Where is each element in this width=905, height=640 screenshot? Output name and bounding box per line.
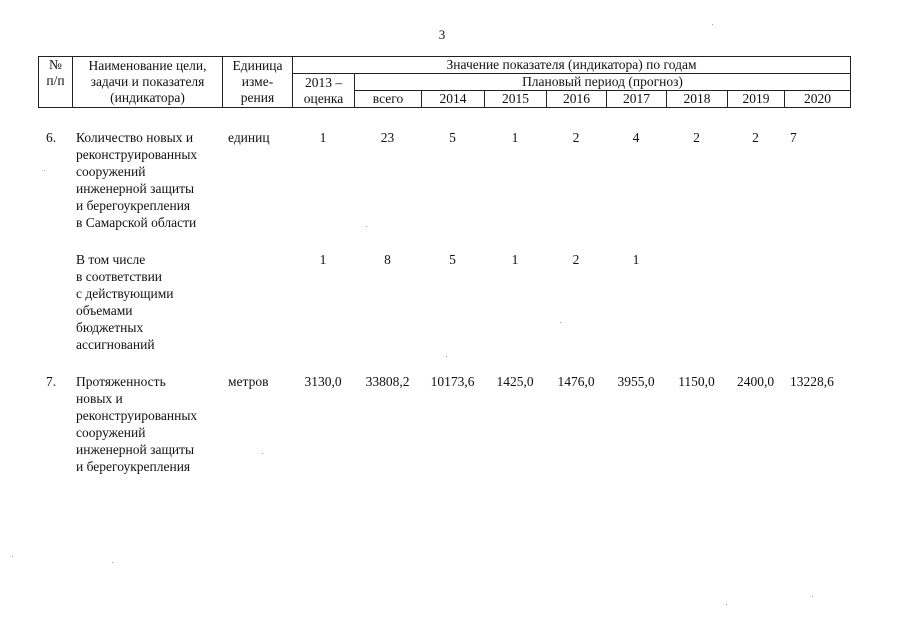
row-name-line: реконструированных [76, 147, 198, 162]
table-row [38, 251, 850, 353]
row-value-total: 23 [380, 130, 395, 145]
header-year-2020: 2020 [785, 91, 851, 108]
row-value-2015: 1425,0 [496, 374, 534, 389]
row-value-2020: 13228,6 [790, 374, 834, 389]
header-total: всего [355, 91, 422, 108]
header-name-line-1: Наименование цели, [88, 58, 207, 73]
row-name-line: ассигнований [76, 337, 155, 352]
row-value-2016: 2 [572, 252, 580, 267]
row-value-2019: 2400,0 [736, 374, 775, 389]
header-unit-line-1: Единица [232, 58, 283, 73]
row-value-2014: 5 [449, 130, 456, 145]
header-unit-line-2: изме- [241, 74, 274, 89]
row-name-line: объемами [76, 303, 133, 318]
header-name-line-2: задачи и показателя [90, 74, 205, 89]
row-name-line: с действующими [76, 286, 174, 301]
header-year-2014: 2014 [422, 91, 485, 108]
header-year-2016: 2016 [547, 91, 607, 108]
header-year-2018: 2018 [667, 91, 728, 108]
header-values-group: Значение показателя (индикатора) по годам [293, 57, 851, 74]
row-name-line: сооружений [76, 164, 146, 179]
scan-speck [12, 556, 13, 557]
indicators-table-body [38, 129, 850, 475]
row-name-line: инженерной защиты [76, 442, 195, 457]
header-num-line-1: № [49, 57, 62, 72]
header-2013-line-2: оценка [303, 90, 344, 106]
row-value-2019 [727, 251, 784, 353]
page-number: 3 [438, 27, 446, 42]
row-value-2014: 10173,6 [430, 374, 475, 389]
header-planned-group: Плановый период (прогноз) [355, 74, 851, 91]
row-value-2018: 2 [693, 130, 700, 145]
scan-speck [560, 322, 561, 323]
scan-speck [44, 170, 45, 171]
row-name-line: В том числе [76, 252, 146, 267]
row-value-total: 33808,2 [365, 374, 410, 389]
row-value-2013: 1 [319, 252, 327, 267]
row-value-2015: 1 [511, 252, 519, 267]
row-value-2019: 2 [752, 130, 759, 145]
scan-speck [262, 453, 263, 454]
header-num-line-2: п/п [46, 73, 65, 88]
row-name-line: в Самарской области [76, 215, 197, 230]
row-name-line: реконструированных [76, 408, 198, 423]
row-value-2016: 1476,0 [557, 374, 595, 389]
row-name-line: Протяженность [76, 374, 166, 389]
row-value-2015: 1 [511, 130, 519, 145]
header-2013-cell [293, 74, 355, 108]
row-name-line: и берегоукрепления [76, 198, 191, 213]
header-year-2019: 2019 [728, 91, 785, 108]
row-unit [222, 251, 292, 353]
scan-speck [112, 562, 113, 563]
row-name-line: инженерной защиты [76, 181, 195, 196]
scan-speck [726, 604, 727, 605]
row-name-line: в соответствии [76, 269, 163, 284]
table-row [38, 129, 850, 231]
row-name-line: и берегоукрепления [76, 459, 191, 474]
row-name [72, 373, 222, 475]
row-name [72, 251, 222, 353]
row-value-2018: 1150,0 [678, 374, 715, 389]
row-name-line: бюджетных [76, 320, 144, 335]
row-value-2014: 5 [449, 252, 456, 267]
row-value-2020 [784, 251, 850, 353]
scan-speck [812, 596, 813, 597]
row-value-2020: 7 [790, 130, 797, 145]
scan-speck [446, 356, 447, 357]
header-name-line-3: (индикатора) [110, 90, 185, 105]
table-row [38, 373, 850, 475]
row-unit: метров [228, 374, 269, 389]
header-year-2017: 2017 [607, 91, 667, 108]
row-num: 7. [46, 374, 57, 389]
row-value-2017: 1 [632, 252, 640, 267]
header-num-cell [39, 57, 73, 108]
row-name-line: новых и [76, 391, 123, 406]
header-unit-cell [223, 57, 293, 108]
header-year-2015: 2015 [485, 91, 547, 108]
scan-speck [712, 24, 713, 25]
row-unit: единиц [228, 130, 270, 145]
row-name [72, 129, 222, 231]
row-value-2013: 3130,0 [304, 374, 342, 389]
row-num [38, 251, 72, 353]
row-num: 6. [46, 130, 57, 145]
header-2013-line-1: 2013 – [304, 74, 343, 90]
row-value-2018 [666, 251, 727, 353]
row-value-2017: 3955,0 [617, 374, 655, 389]
row-value-total: 8 [384, 252, 391, 267]
row-value-2017: 4 [632, 130, 640, 145]
row-value-2013: 1 [319, 130, 327, 145]
scan-speck [366, 226, 367, 227]
row-name-line: Количество новых и [76, 130, 194, 145]
row-value-2016: 2 [572, 130, 580, 145]
indicators-table-header [38, 56, 851, 108]
row-name-line: сооружений [76, 425, 146, 440]
header-name-cell [73, 57, 223, 108]
header-unit-line-3: рения [240, 90, 275, 105]
